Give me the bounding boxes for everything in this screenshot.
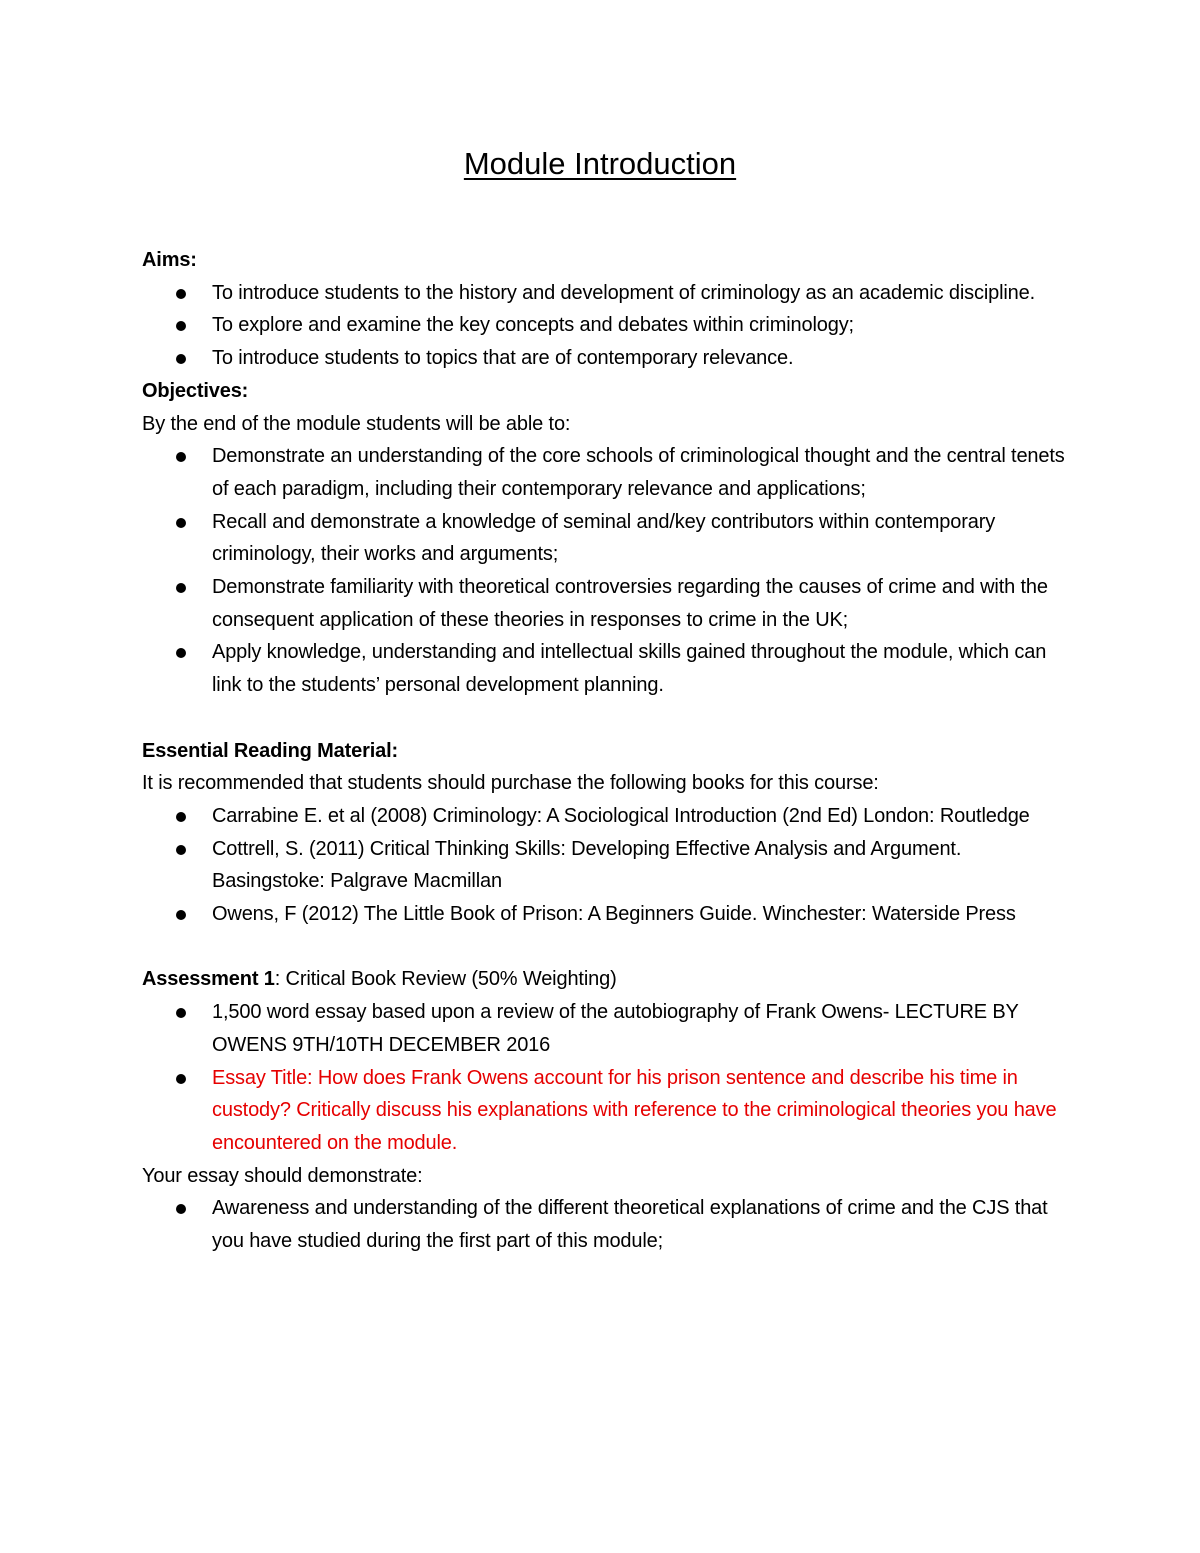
aims-list [142,277,1072,375]
reading-list [142,800,1072,931]
objectives-list [142,440,1072,702]
bullet-icon [176,648,186,658]
bullet-icon [176,1204,186,1214]
assessment-list [142,996,1072,1160]
list-item [142,833,1072,898]
list-item-text: Apply knowledge, understanding and intellectual skills gained throughout the module, which can link to the students’ personal development planning. [212,641,1047,697]
list-item-text: Awareness and understanding of the different theoretical explanations of crime and the CJS that you have studied during the first part of this module; [212,1197,1048,1253]
list-item-text: Cottrell, S. (2011) Critical Thinking Skills: Developing Effective Analysis and Argument. Basingstoke: Palgrave Macmillan [212,837,962,893]
list-item [142,800,1072,833]
reading-heading: Essential Reading Material: [142,739,399,762]
list-item-text: 1,500 word essay based upon a review of the autobiography of Frank Owens- LECTURE BY OWENS 9TH/10TH DECEMBER 2016 [212,1001,1019,1056]
bullet-icon [176,321,186,331]
reading-intro: It is recommended that students should purchase the following books for this course: [142,772,879,795]
list-item [142,1192,1072,1257]
bullet-icon [176,845,186,855]
list-item [142,571,1072,636]
list-item [142,277,1072,310]
list-item-text: To explore and examine the key concepts and debates within criminology; [212,314,854,337]
section-spacer [142,702,1072,735]
list-item [142,440,1072,505]
essay-title-text: Essay Title: How does Frank Owens account for his prison sentence and describe his time in custody? Critically discuss his explanations with reference to the criminological theories you have encountered on the module. [212,1066,1057,1154]
list-item-text: Demonstrate familiarity with theoretical controversies regarding the causes of crime and with the consequent application of these theories in responses to crime in the UK; [212,576,1048,631]
assessment-heading-label: Assessment 1 [142,968,275,991]
assessment-heading-detail: : Critical Book Review (50% Weighting) [274,968,617,991]
bullet-icon [176,1008,186,1018]
list-item [142,636,1072,701]
list-item-text: Carrabine E. et al (2008) Criminology: A Sociological Introduction (2nd Ed) London: Routledge [212,804,1030,827]
objectives-heading: Objectives: [142,379,249,402]
section-spacer [142,931,1072,964]
list-item [142,506,1072,571]
page-title: Module Introduction [463,146,737,181]
bullet-icon [176,910,186,920]
list-item [142,309,1072,342]
demonstrate-list [142,1192,1072,1257]
list-item [142,898,1072,931]
bullet-icon [176,812,186,822]
bullet-icon [176,518,186,528]
demonstrate-intro: Your essay should demonstrate: [142,1164,423,1187]
assessment-heading [142,963,1072,996]
list-item [142,996,1072,1061]
bullet-icon [176,1074,186,1084]
list-item-text: Demonstrate an understanding of the core schools of criminological thought and the central tenets of each paradigm, including their contemporary relevance and applications; [212,445,1065,500]
essay-title-item [142,1062,1072,1160]
list-item-text: To introduce students to topics that are of contemporary relevance. [212,347,794,370]
list-item-text: Recall and demonstrate a knowledge of seminal and/key contributors within contemporary criminology, their works and arguments; [212,510,996,566]
bullet-icon [176,289,186,299]
aims-heading: Aims: [142,249,197,271]
bullet-icon [176,354,186,364]
bullet-icon [176,452,186,462]
list-item [142,342,1072,375]
list-item-text: Owens, F (2012) The Little Book of Prison: A Beginners Guide. Winchester: Waterside Press [212,903,1016,926]
list-item-text: To introduce students to the history and development of criminology as an academic discipline. [212,281,1036,304]
document-body [142,244,1072,1258]
bullet-icon [176,583,186,593]
objectives-intro: By the end of the module students will be able to: [142,412,571,435]
